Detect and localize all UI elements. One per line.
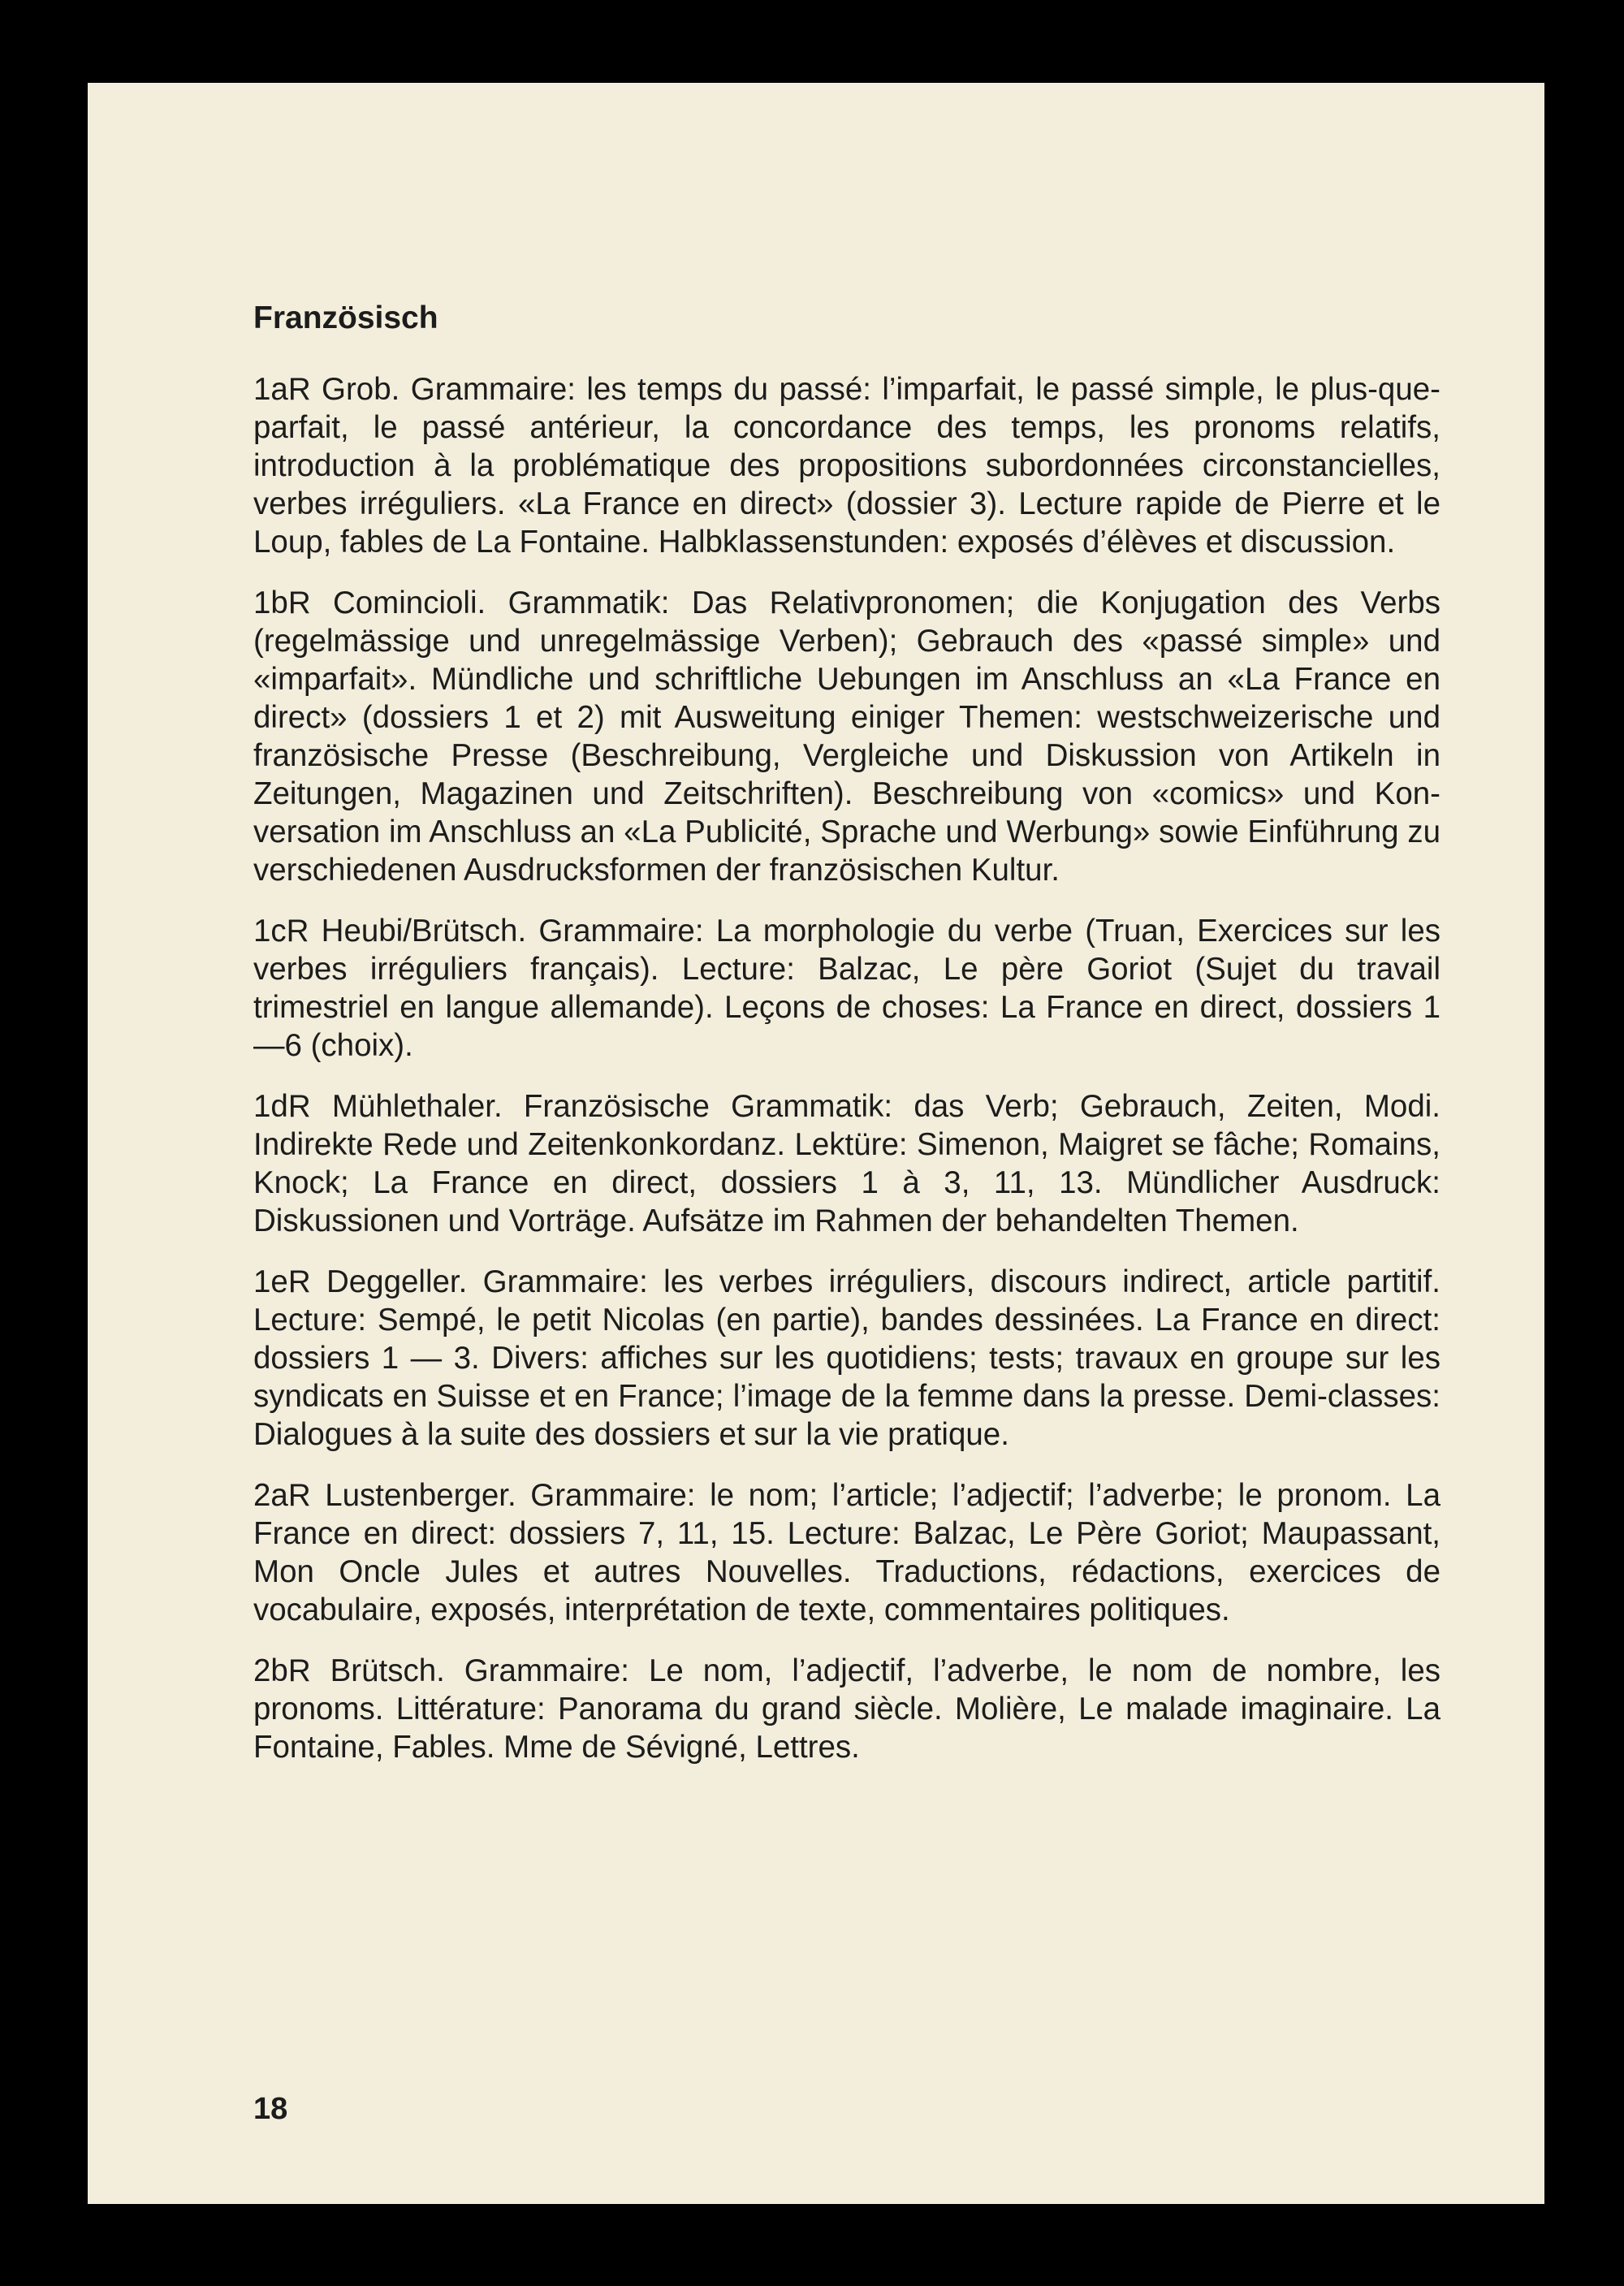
entry-1cr: 1cR Heubi/Brütsch. Grammaire: La morphologie du verbe (Truan, Exercices sur les verbes irréguliers français). Lecture: Balzac, Le père Goriot (Sujet du travail trimestriel en langue allemande). Leçons de choses: La France en direct, dossiers 1—6 (choix). (253, 914, 1440, 1063)
page-content (253, 299, 1440, 1789)
entry-1er: 1eR Deggeller. Grammaire: les verbes irréguliers, discours indirect, article partitif. Lecture: Sempé, le petit Nicolas (en partie), bandes dessinées. La France en direct: dossiers 1 — 3. Divers: affiches sur les quotidiens; tests; travaux en groupe sur les syndicats en Suisse et en France; l’image de la femme dans la presse. Demi-classes: Dialogues à la suite des dossiers et sur la vie pratique. (253, 1264, 1440, 1452)
entry-2br: 2bR Brütsch. Grammaire: Le nom, l’adjectif, l’adverbe, le nom de nombre, les pronoms. Littérature: Panorama du grand siècle. Molière, Le malade imaginaire. La Fontaine, Fables. Mme de Sévigné, Lettres. (253, 1653, 1440, 1765)
page-number: 18 (253, 2092, 288, 2126)
section-title: Französisch (253, 300, 438, 335)
entry-2ar: 2aR Lustenberger. Grammaire: le nom; l’article; l’adjectif; l’adverbe; le pronom. La France en direct: dossiers 7, 11, 15. Lecture: Balzac, Le Père Goriot; Maupassant, Mon Oncle Jules et autres Nouvelles. Traductions, rédactions, exercices de vocabulaire, exposés, interprétation de texte, commentaires politiques. (253, 1478, 1440, 1627)
entry-1ar: 1aR Grob. Grammaire: les temps du passé: l’imparfait, le passé simple, le plus-que-parfait, le passé antérieur, la concordance des temps, les pronoms relatifs, introduction à la problématique des propositions subordonnées circonstancielles, verbes irréguliers. «La France en direct» (dossier 3). Lecture rapide de Pierre et le Loup, fables de La Fontaine. Halbklassenstunden: exposés d’élèves et discussion. (253, 372, 1440, 560)
entry-1br: 1bR Comincioli. Grammatik: Das Relativpronomen; die Konjugation des Verbs (regelmässige und unregelmässige Verben); Gebrauch des «passé simple» und «imparfait». Mündliche und schriftliche Uebungen im Anschluss an «La France en direct» (dossiers 1 et 2) mit Ausweitung einiger Themen: westschweizerische und französische Presse (Beschreibung, Vergleiche und Diskussion von Artikeln in Zeitungen, Magazinen und Zeitschriften). Beschreibung von «comics» und Konversation im Anschluss an «La Publicité, Sprache und Werbung» sowie Einführung zu verschiedenen Ausdrucksformen der französischen Kultur. (253, 586, 1440, 888)
document-page (88, 83, 1544, 2204)
entry-1dr: 1dR Mühlethaler. Französische Grammatik: das Verb; Gebrauch, Zeiten, Modi. Indirekte Rede und Zeitenkonkordanz. Lektüre: Simenon, Maigret se fâche; Romains, Knock; La France en direct, dossiers 1 à 3, 11, 13. Mündlicher Ausdruck: Diskussionen und Vorträge. Aufsätze im Rahmen der behandelten Themen. (253, 1089, 1440, 1238)
